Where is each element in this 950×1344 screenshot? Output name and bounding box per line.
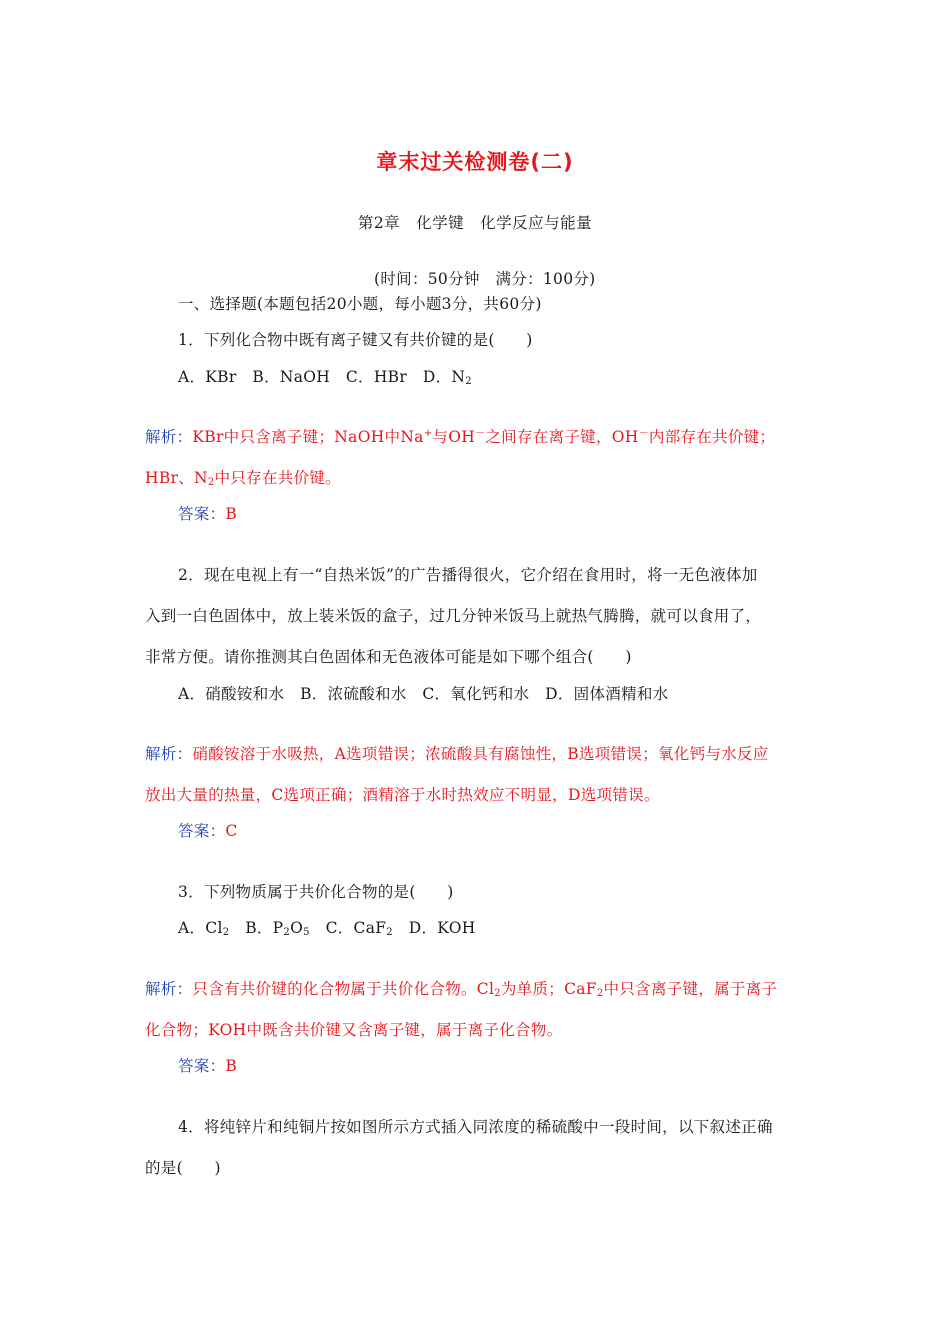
question-3-stem: 3．下列物质属于共价化合物的是( ): [178, 883, 454, 901]
question-3-answer: 答案：B: [178, 1057, 238, 1075]
question-1-stem: 1．下列化合物中既有离子键又有共价键的是( ): [178, 331, 533, 349]
question-2-stem-line-3: 非常方便。请你推测其白色固体和无色液体可能是如下哪个组合( ): [145, 648, 632, 666]
question-3-analysis-line-1: 解析：只含有共价键的化合物属于共价化合物。$Cl_2$为单质；CaF$_2$中只含离子键，属于离子: [145, 980, 778, 999]
question-3-options: A．$Cl_2$ B．$P_2O_5$ C．CaF$_2$ D．KOH: [178, 919, 476, 938]
question-1-options: A．KBr B．NaOH C．HBr D．$N_2$: [178, 368, 472, 387]
question-1-analysis-line-2: HBr、$N_2$中只存在共价键。: [145, 469, 341, 488]
question-2-analysis-line-2: 放出大量的热量，C选项正确；酒精溶于水时热效应不明显，D选项错误。: [145, 786, 660, 804]
chapter-subtitle: 第2章 化学键 化学反应与能量: [357, 214, 593, 232]
answer-label: 答案：: [178, 1057, 226, 1075]
analysis-label: 解析：: [145, 428, 193, 446]
question-2-options: A．硝酸铵和水 B．浓硫酸和水 C．氧化钙和水 D．固体酒精和水: [178, 685, 669, 703]
question-4-stem-line-1: 4．将纯锌片和纯铜片按如图所示方式插入同浓度的稀硫酸中一段时间，以下叙述正确: [178, 1118, 773, 1136]
question-2-analysis-line-1: 解析：硝酸铵溶于水吸热，A选项错误；浓硫酸具有腐蚀性，B选项错误；氧化钙与水反应: [145, 745, 769, 763]
page-title: 章末过关检测卷(二): [376, 150, 574, 174]
question-4-stem-line-2: 的是( ): [145, 1159, 221, 1177]
answer-label: 答案：: [178, 822, 226, 840]
answer-label: 答案：: [178, 505, 226, 523]
question-2-stem-line-1: 2．现在电视上有一“自热米饭”的广告播得很火，它介绍在食用时，将一无色液体加: [178, 566, 758, 584]
question-2-answer: 答案：C: [178, 822, 238, 840]
section-heading: 一、选择题(本题包括20小题，每小题3分，共60分): [178, 295, 542, 313]
question-3-analysis-line-2: 化合物；KOH中既含共价键又含离子键，属于离子化合物。: [145, 1021, 563, 1039]
question-1-analysis-line-1: 解析：KBr中只含离子键；NaOH中Na+与OH－之间存在离子键，OH－内部存在共价键；: [145, 428, 776, 446]
analysis-label: 解析：: [145, 745, 193, 763]
question-1-answer: 答案：B: [178, 505, 238, 523]
question-2-stem-line-2: 入到一白色固体中，放上装米饭的盒子，过几分钟米饭马上就热气腾腾，就可以食用了，: [145, 607, 762, 625]
analysis-label: 解析：: [145, 980, 193, 998]
exam-meta: (时间：50分钟 满分：100分): [374, 270, 596, 288]
